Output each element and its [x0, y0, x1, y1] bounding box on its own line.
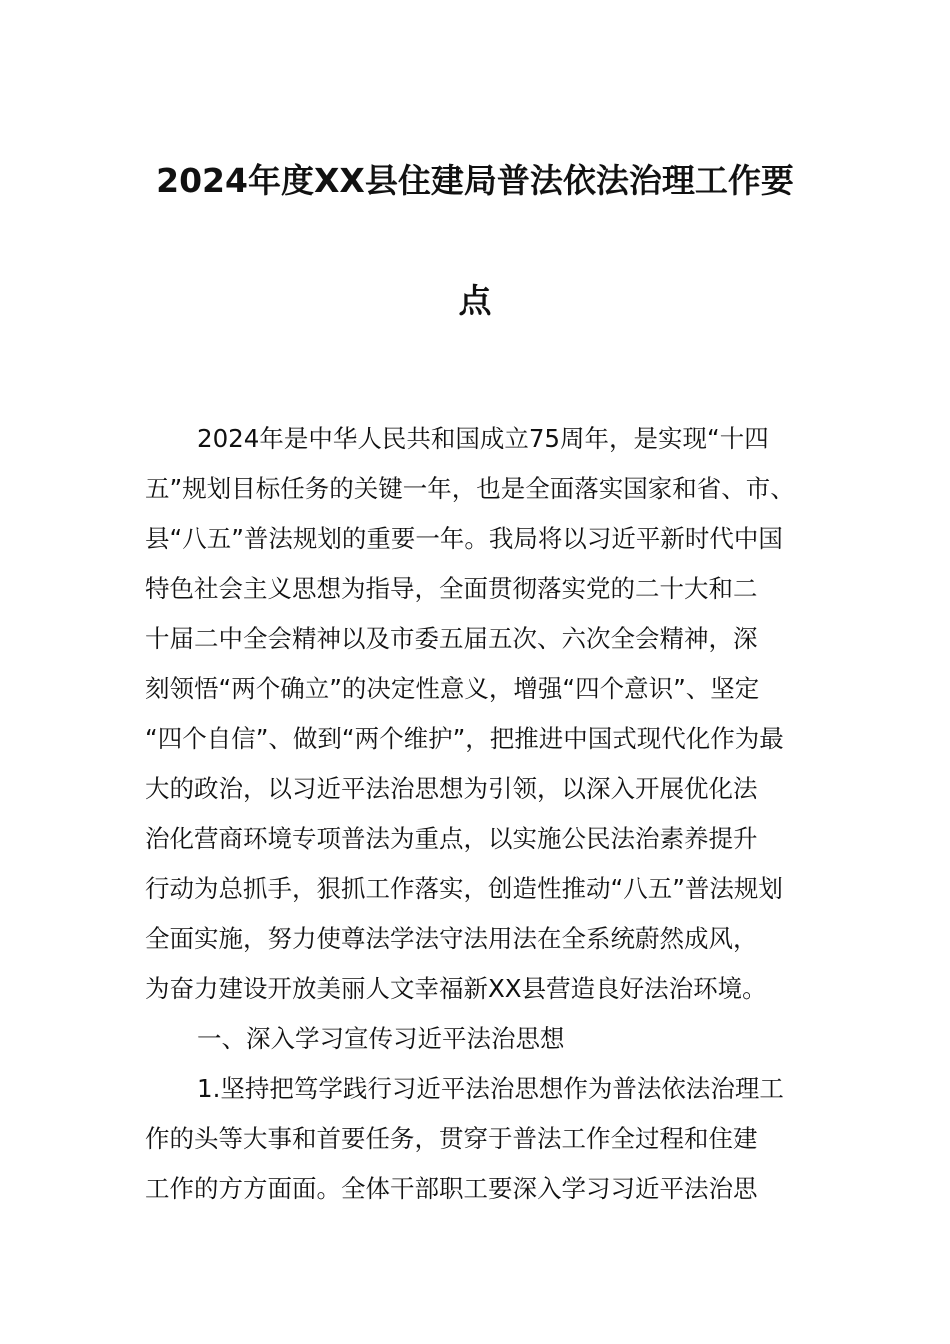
paragraph-line: 工作的方方面面。全体干部职工要深入学习习近平法治思 [145, 1174, 758, 1203]
paragraph-line: 为奋力建设开放美丽人文幸福新XX县营造良好法治环境。 [145, 974, 767, 1003]
document-title-line-2: 点 [458, 281, 492, 320]
paragraph-line: 特色社会主义思想为指导，全面贯彻落实党的二十大和二 [145, 574, 758, 603]
paragraph-line: 治化营商环境专项普法为重点，以实施公民法治素养提升 [145, 824, 758, 853]
paragraph-line: 县“八五”普法规划的重要一年。我局将以习近平新时代中国 [145, 524, 783, 553]
paragraph-line: “四个自信”、做到“两个维护”，把推进中国式现代化作为最 [145, 724, 784, 753]
paragraph-line: 大的政治，以习近平法治思想为引领，以深入开展优化法 [145, 774, 758, 803]
paragraph-line: 刻领悟“两个确立”的决定性意义，增强“四个意识”、坚定 [145, 674, 760, 703]
section-heading: 一、深入学习宣传习近平法治思想 [197, 1024, 565, 1053]
paragraph-line: 五”规划目标任务的关键一年，也是全面落实国家和省、市、 [145, 474, 795, 503]
paragraph-line: 全面实施，努力使尊法学法守法用法在全系统蔚然成风， [145, 924, 758, 953]
paragraph-line: 行动为总抓手，狠抓工作落实，创造性推动“八五”普法规划 [145, 874, 783, 903]
document-body [145, 414, 825, 1214]
document-title-line-1: 2024年度XX县住建局普法依法治理工作要 [156, 161, 794, 200]
paragraph-line: 十届二中全会精神以及市委五届五次、六次全会精神，深 [145, 624, 758, 653]
paragraph-line: 1.坚持把笃学践行习近平法治思想作为普法依法治理工 [197, 1074, 784, 1103]
paragraph-line: 2024年是中华人民共和国成立75周年，是实现“十四 [197, 424, 769, 453]
paragraph-line: 作的头等大事和首要任务，贯穿于普法工作全过程和住建 [145, 1124, 758, 1153]
